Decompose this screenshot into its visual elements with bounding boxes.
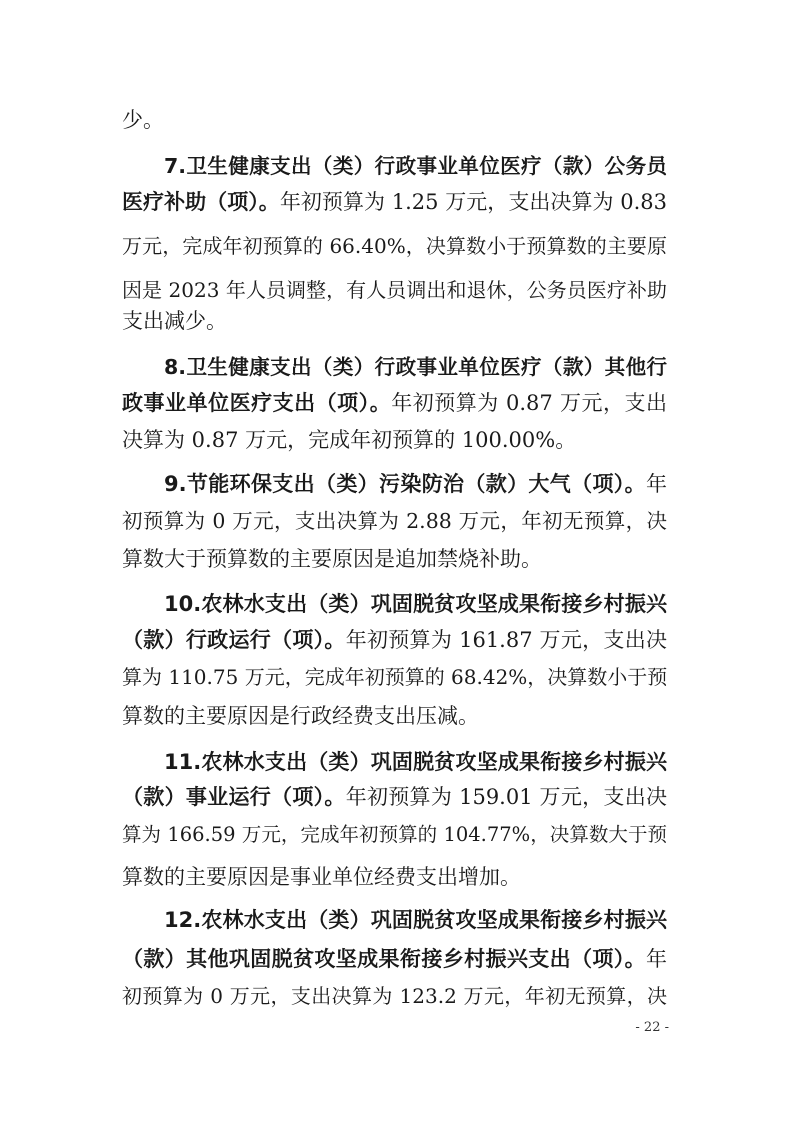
- heading-text: （款）行政运行（项）。: [122, 628, 346, 652]
- text-line-1: [122, 98, 667, 142]
- line-text: 年初预算为 1.25 万元，支出决算为 0.83: [279, 190, 668, 214]
- text-line-20: [122, 855, 667, 899]
- heading-text: 9.节能环保支出（类）污染防治（款）大气（项）。: [164, 472, 646, 496]
- text-line-4: [122, 224, 667, 268]
- line-text: 年: [646, 472, 667, 496]
- heading-text: 12.农林水支出（类）巩固脱贫攻坚成果衔接乡村振兴: [164, 908, 667, 932]
- line-text: 年初预算为 0.87 万元，支出: [391, 391, 668, 415]
- text-line-3: [122, 180, 667, 224]
- heading-text: （款）其他巩固脱贫攻坚成果衔接乡村振兴支出（项）。: [122, 947, 646, 971]
- line-text: 算为 110.75 万元，完成年初预算的 68.42%，决算数小于预: [122, 665, 668, 689]
- heading-text: 医疗补助（项）。: [122, 190, 280, 214]
- heading-text: 8.卫生健康支出（类）行政事业单位医疗（款）其他行: [164, 355, 667, 379]
- line-text: 支出减少。: [122, 309, 227, 333]
- line-text: 年: [646, 947, 667, 971]
- page-number: - 22 -: [635, 1020, 669, 1035]
- line-text: 因是 2023 年人员调整，有人员调出和退休，公务员医疗补助: [122, 278, 667, 302]
- text-line-9: [122, 418, 667, 462]
- text-line-15: [122, 655, 667, 699]
- text-line-23: [122, 974, 667, 1018]
- line-text: 年初预算为 161.87 万元，支出决: [345, 628, 667, 652]
- heading-text: 政事业单位医疗支出（项）。: [122, 391, 392, 415]
- text-line-19: [122, 813, 667, 857]
- heading-text: （款）事业运行（项）。: [122, 785, 346, 809]
- line-text: 初预算为 0 万元，支出决算为 123.2 万元，年初无预算，决: [122, 984, 667, 1008]
- line-text: 算数的主要原因是事业单位经费支出增加。: [122, 865, 521, 889]
- heading-text: 11.农林水支出（类）巩固脱贫攻坚成果衔接乡村振兴: [164, 750, 667, 774]
- line-text: 万元，完成年初预算的 66.40%，决算数小于预算数的主要原: [122, 234, 667, 258]
- line-text: 算数大于预算数的主要原因是追加禁烧补助。: [122, 547, 542, 571]
- line-text: 算为 166.59 万元，完成年初预算的 104.77%，决算数大于预: [122, 823, 667, 846]
- heading-text: 10.农林水支出（类）巩固脱贫攻坚成果衔接乡村振兴: [164, 592, 667, 616]
- text-line-12: [122, 537, 667, 581]
- text-line-16: [122, 694, 667, 738]
- line-text: 年初预算为 159.01 万元，支出决: [345, 785, 667, 809]
- line-text: 初预算为 0 万元，支出决算为 2.88 万元，年初无预算，决: [122, 509, 667, 533]
- heading-text: 7.卫生健康支出（类）行政事业单位医疗（款）公务员: [164, 154, 667, 178]
- line-text: 决算为 0.87 万元，完成年初预算的 100.00%。: [122, 428, 577, 452]
- line-text: 少。: [122, 108, 164, 132]
- text-line-6: [122, 299, 667, 343]
- heading-item-12: [164, 898, 667, 942]
- line-text: 算数的主要原因是行政经费支出压减。: [122, 704, 479, 728]
